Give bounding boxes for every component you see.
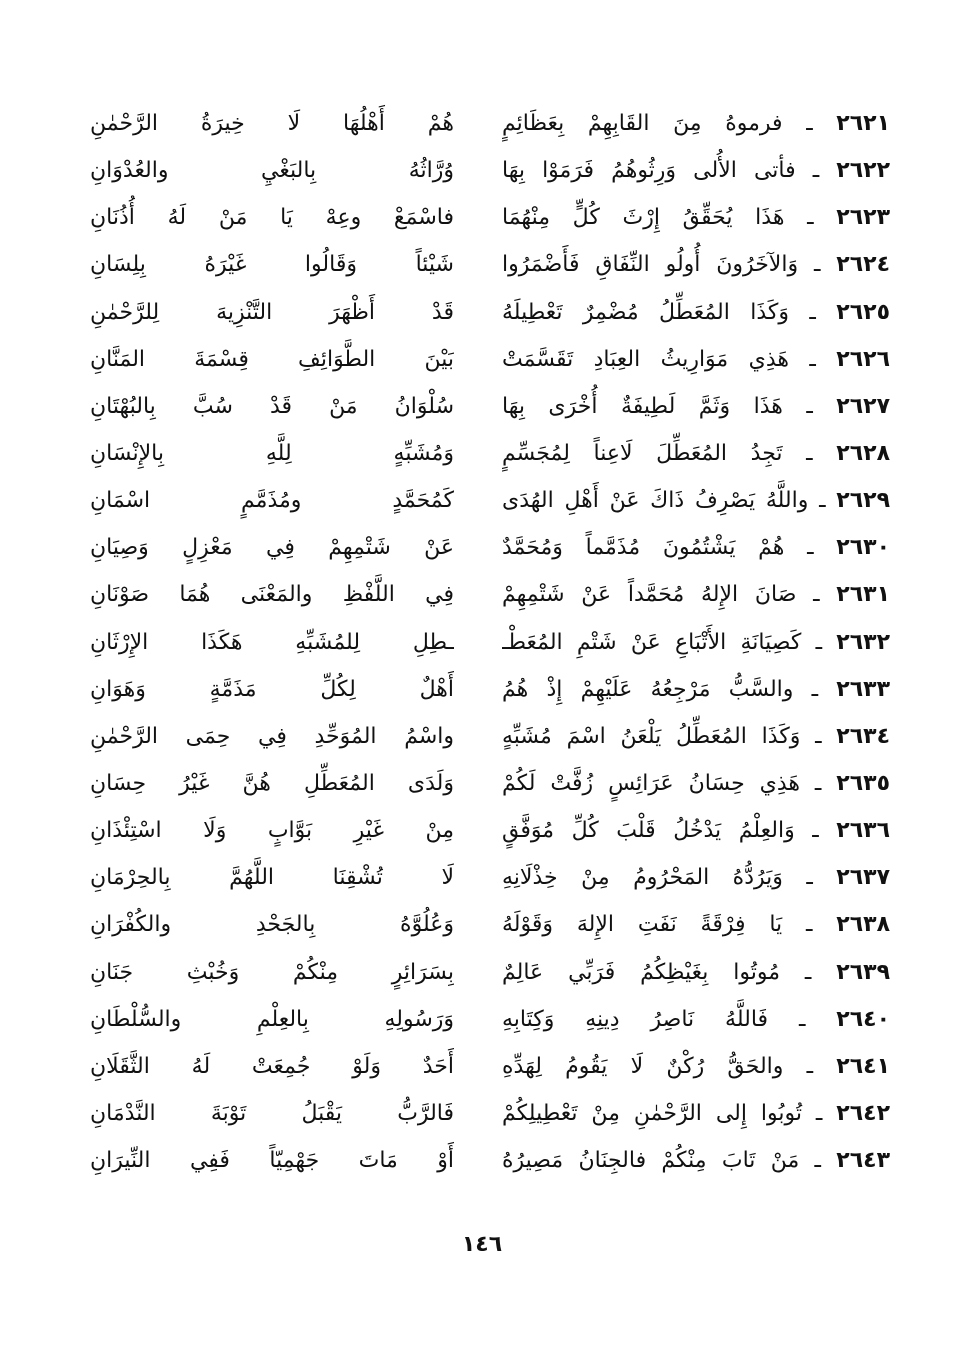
first-hemistich [502,289,890,336]
poem-verses [90,100,890,1184]
verse-separator: ـ [793,676,837,702]
first-hemistich-text: كَصِيَانَةِ الأَتْبَاعِ عَنْ شَتْمِ المُعَطْـ [502,629,802,655]
second-hemistich: سُلْوَانُ مَنْ قَدْ سُبَّ بِالبُهْتَانِ [90,393,454,419]
verse-number: ٢٦٣٢ [836,629,890,655]
verse-line [90,713,890,760]
verse-separator: ـ [801,1101,837,1127]
second-hemistich: كَمُحَمَّدٍ ومُذَمَّمٍ اسْمَانِ [90,488,454,514]
verse-number: ٢٦٣٥ [836,771,890,797]
first-hemistich-text: والسَّبُّ مَرْجِعُهُ عَلَيْهِمْ إِذْ هُمُ [502,676,794,702]
verse-line [90,100,890,147]
verse-line [90,1137,890,1184]
first-hemistich-text: يَا فِرْقَةً نَفَتِ الإِلهَ وَقَوْلَهُ [502,912,783,938]
verse-number: ٢٦٢٩ [836,488,890,514]
verse-number: ٢٦٢٣ [836,205,890,231]
verse-separator: ـ [800,723,837,749]
first-hemistich [502,336,890,383]
first-hemistich [502,194,890,241]
verse-separator: ـ [782,111,837,137]
verse-separator: ـ [798,252,837,278]
verse-number: ٢٦٤١ [836,1053,890,1079]
second-hemistich: مِنْ غَيْرِ بَوَّابٍ وَلَا اسْتِئْذَانِ [90,818,454,844]
first-hemistich-text: مَنْ تَابَ مِنْكُمْ فالجِنَانُ مَصِيرُهُ [502,1148,800,1174]
first-hemistich [502,1090,890,1137]
first-hemistich-text: هَذِي مَوَارِيثُ العِبَادِ تَقَسَّمَتْ [502,346,789,372]
first-hemistich [502,524,890,571]
second-hemistich: وَعُلُوَّهُ بِالجَحْدِ والكُفْرَانِ [90,912,454,938]
first-hemistich-text: والحَقُّ رُكْنٌ لَا يَقُومُ لِهَدِّهِ [502,1053,784,1079]
first-hemistich [502,1043,890,1090]
second-hemistich: شَيْئاً وَقَالُوا غَيْرَهُ بِلِسَانِ [90,252,454,278]
second-hemistich: أَوْ مَاتَ جَهْمِيّاً فَفِي النِّيرَانِ [90,1148,454,1174]
second-hemistich: لَا تُشْقِنَا اللَّهُمَّ بِالحِرْمَانِ [90,865,454,891]
first-hemistich [502,147,890,194]
verse-number: ٢٦٢٤ [836,252,890,278]
first-hemistich-text: وَكَذَا المُعَطِّلُ يَلْعَنُ اسْمَ مُشَبِّهٍ [502,723,801,749]
first-hemistich [502,949,890,996]
first-hemistich [502,383,890,430]
verse-separator: ـ [799,1148,837,1174]
first-hemistich [502,619,890,666]
second-hemistich: وَلَدَى المُعَطِّلِ هُنَّ غَيْرُ حِسَانِ [90,771,454,797]
verse-number: ٢٦٣٦ [836,818,890,844]
first-hemistich-text: واللَّهُ يَصْرِفُ ذَاكَ عَنْ أَهْلِ الهُدَى [502,488,809,514]
verse-line [90,996,890,1043]
second-hemistich: ـطِلِ لِلمُشَبِّهِ هَكَذَا الإِرْثَانِ [90,629,454,655]
verse-separator: ـ [784,205,837,231]
first-hemistich [502,854,890,901]
verse-line [90,901,890,948]
verse-separator: ـ [799,771,837,797]
verse-line [90,147,890,194]
first-hemistich [502,713,890,760]
verse-separator: ـ [795,158,837,184]
verse-separator: ـ [784,535,837,561]
first-hemistich [502,430,890,477]
verse-number: ٢٦٣٠ [836,535,890,561]
second-hemistich: وُرَّاثُهُ بِالبَغْيِ والعُدْوَانِ [90,158,454,184]
verse-line [90,760,890,807]
verse-line [90,807,890,854]
verse-number: ٢٦٣٤ [836,723,890,749]
verse-number: ٢٦٢٥ [836,299,890,325]
first-hemistich [502,901,890,948]
verse-line [90,619,890,666]
first-hemistich [502,571,890,618]
verse-separator: ـ [801,629,837,655]
page-number: ١٤٦ [461,1232,503,1257]
first-hemistich [502,666,890,713]
verse-line [90,477,890,524]
second-hemistich: بَيْنَ الطَّوَائِفِ قِسْمَةَ المَنَّانِ [90,346,454,372]
verse-line [90,1043,890,1090]
first-hemistich-text: وَكَذَا المُعَطِّلُ مُضْمِرٌ تَعْطِيلَهُ [502,299,790,325]
first-hemistich-text: فَاللَّهُ نَاصِرُ دِينِهِ وَكِتَابِهِ [502,1006,769,1032]
verse-number: ٢٦٤٣ [836,1148,890,1174]
verse-number: ٢٦٣٨ [836,912,890,938]
second-hemistich: هُمْ أَهْلُهَا لَا خِيرَةُ الرَّحْمٰنِ [90,111,454,137]
first-hemistich-text: هَذِي حِسَانُ عَرَائِسٍ زُفَّتْ لَكُمْ [502,771,800,797]
verse-separator: ـ [768,1006,837,1032]
second-hemistich: قَدْ أَظْهَرَ التَّنْزِيهَ لِلرَّحْمٰنِ [90,299,454,325]
first-hemistich-text: هَذَا يُحَقِّقُ إِرْثَ كُلٍّ مِنْهُمَا [502,205,785,231]
first-hemistich-text: فرموهُ مِنَ القَابِهِمْ بِعَظَائِمٍ [502,111,783,137]
verse-separator: ـ [796,582,837,608]
verse-line [90,524,890,571]
second-hemistich: أَحَدٌ وَلَوْ جُمِعَتْ لَهُ الثَّقَلَانِ [90,1053,454,1079]
verse-line [90,854,890,901]
first-hemistich-text: مُوتُوا بِغَيْظِكُمُ فَرَبِّي عَالِمٌ [502,959,780,985]
verse-line [90,949,890,996]
verse-separator: ـ [789,299,837,325]
first-hemistich [502,241,890,288]
second-hemistich: أَهْلٌ لِكُلِّ مَذَمَّةٍ وَهَوَانِ [90,676,454,702]
second-hemistich: فِي اللَّفْظِ والمَعْنَى هُمَا صَوْنَانِ [90,582,454,608]
verse-line [90,241,890,288]
verse-number: ٢٦٢٦ [836,346,890,372]
verse-number: ٢٦٢٧ [836,393,890,419]
first-hemistich-text: تُوبُوا إِلى الرَّحْمٰنِ مِنْ تَعْطِيلِكُمْ [502,1101,802,1127]
first-hemistich [502,807,890,854]
first-hemistich-text: صَانَ الإِلهُ مُحَمَّداً عَنْ شَتْمِهِمْ [502,582,797,608]
second-hemistich: عَنْ شَتْمِهِمْ فِي مَعْزِلٍ وَصِيَانِ [90,535,454,561]
first-hemistich-text: هَذَا وَثَمَّ لَطِيفَةٌ أُخْرَى بِهَا [502,393,783,419]
verse-number: ٢٦٤٢ [836,1101,890,1127]
verse-separator: ـ [782,393,837,419]
second-hemistich: فاسْمَعْ وعِهْ يَا مَنْ لَهُ أُذُنَانِ [90,205,454,231]
first-hemistich [502,477,890,524]
first-hemistich [502,996,890,1043]
verse-line [90,194,890,241]
verse-number: ٢٦٣٧ [836,865,890,891]
second-hemistich: بِسَرَائِرٍ مِنْكُمْ وَخُبْثِ جَنَانِ [90,959,454,985]
second-hemistich: فَالرَّبُّ يَقْبَلُ تَوْبَةَ النَّدْمَانِ [90,1101,454,1127]
second-hemistich: وَمُشَبِّهٍ لِلَّهِ بِالإِنْسَانِ [90,441,454,467]
second-hemistich: وَرَسُولِهِ بِالعِلْمِ والسُّلْطَانِ [90,1006,454,1032]
verse-line [90,336,890,383]
first-hemistich-text: وَيَرُدُّهُ المَحْرُومُ مِنْ خِذْلَانِهِ [502,865,783,891]
verse-number: ٢٦٢٨ [836,441,890,467]
first-hemistich [502,760,890,807]
verse-line [90,383,890,430]
verse-separator: ـ [780,959,837,985]
verse-number: ٢٦٣١ [836,582,890,608]
verse-number: ٢٦٢١ [836,111,890,137]
verse-line [90,1090,890,1137]
verse-separator: ـ [782,912,837,938]
first-hemistich-text: فأتى الأُلى وَرِثُوهُمُ فَرَمَوْا بِهَا [502,158,796,184]
second-hemistich: واسْمُ المُوَحِّدِ فِي حِمَى الرَّحْمٰنِ [90,723,454,749]
verse-separator: ـ [782,865,837,891]
first-hemistich-text: وَالآخَرُونَ أُولُو النِّفَاقِ فَأَضْمَرُوا [502,252,799,278]
verse-line [90,666,890,713]
verse-separator: ـ [789,346,837,372]
first-hemistich [502,1137,890,1184]
verse-number: ٢٦٣٩ [836,959,890,985]
first-hemistich-text: هُمْ يَشْتُمُونَ مُذَمَّماً وَمُحَمَّدٌ [502,535,785,561]
verse-line [90,571,890,618]
verse-number: ٢٦٣٣ [836,676,890,702]
verse-number: ٢٦٢٢ [836,158,890,184]
first-hemistich-text: وَالعِلْمُ يَدْخُلُ قَلْبَ كُلِّ مُوَفَّقٍ [502,818,795,844]
verse-line [90,289,890,336]
first-hemistich-text: تَجِدُ المُعَطِّلَ لَاعِناً لِمُجَسِّمٍ [502,441,783,467]
verse-separator: ـ [783,1053,837,1079]
verse-line [90,430,890,477]
verse-separator: ـ [782,441,837,467]
first-hemistich [502,100,890,147]
verse-separator: ـ [794,818,837,844]
verse-number: ٢٦٤٠ [836,1006,890,1032]
verse-separator: ـ [808,488,837,514]
